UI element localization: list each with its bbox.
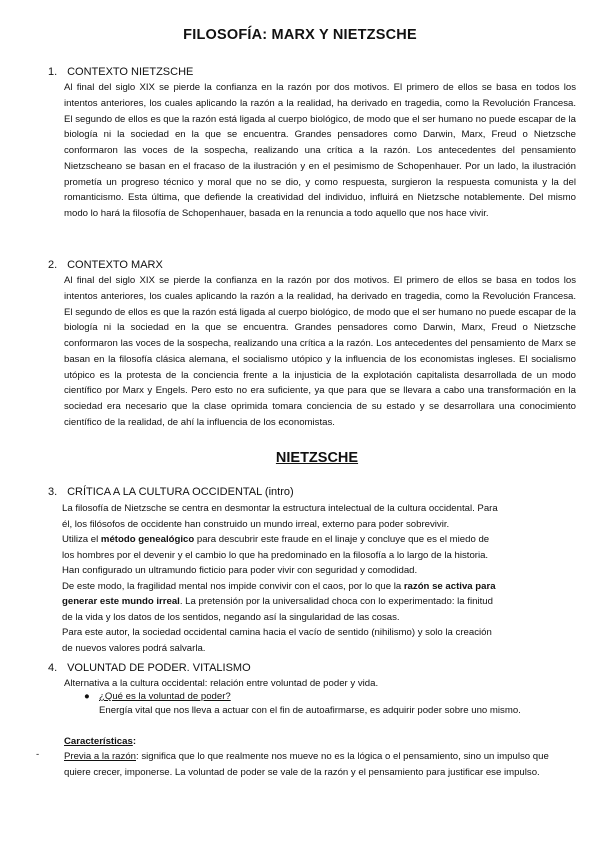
section-heading-contexto-marx: [48, 259, 163, 272]
list-dash: -: [36, 749, 40, 760]
text-line: Han configurado un ultramundo ficticio para poder vivir con seguridad y comodidad.: [62, 565, 418, 576]
bullet-icon: ●: [84, 691, 90, 702]
section-title: VOLUNTAD DE PODER. VITALISMO: [67, 662, 251, 674]
section-heading-critica: [48, 486, 294, 499]
section-number: 1.: [48, 66, 58, 78]
characteristic-label: Previa a la razón: [64, 751, 136, 762]
paragraph-contexto-marx: Al final del siglo XIX se pierde la confianza en la razón por dos motivos. El primero de ellos se basa en todos los intentos anteriores, los cuales aplicando la razón a la realidad, ha derivado en tragedia, como la Revolución Francesa. El segundo de ellos es que la razón está ligada al cuerpo biológico, de modo que el ser humano no puede escapar de la biología ni la sociedad en la que se encuentra. Grandes pensadores como Darwin, Marx, Freud o Nietzsche conformaron las voces de la sospecha, realizando una crítica a la razón. Los antecedentes del pensamiento de Marx se basan en la filosofía clásica alemana, el socialismo utópico y la influencia de los economistas ingleses. El socialismo utópico es la protesta de la conciencia frente a la injusticia de la explotación capitalista desarrollada de un modo científico por Marx y Engels. Pero esto no era suficiente, ya que para que se llevara a cabo una transformación en la sociedad era necesario que la clase oprimida tomara conciencia de su estado y se desarrollara una conocimiento científico de la realidad, de ahí la influencia de los economistas.: [64, 275, 576, 428]
text-line: los hombres por el devenir y el cambio lo que ha predominado en la filosofía a lo largo de la historia.: [62, 549, 489, 561]
text-line: La filosofía de Nietzsche se centra en desmontar la estructura intelectual de la cultura occidental. Para: [62, 503, 498, 514]
text-line: generar este mundo irreal. La pretensión por la universalidad choca con lo experimentado: la finitud: [62, 596, 493, 607]
answer-text: Energía vital que nos lleva a actuar con el fin de autoafirmarse, es adquirir poder sobre uno mismo.: [99, 705, 521, 716]
text-line: él, los filósofos de occidente han construido un mundo irreal, externo para poder sobrevivir.: [62, 518, 450, 530]
characteristic-item: [64, 749, 576, 780]
section-title: CRÍTICA A LA CULTURA OCCIDENTAL (intro): [67, 486, 294, 498]
bullet-item: [84, 690, 231, 704]
section-title: CONTEXTO NIETZSCHE: [67, 66, 194, 78]
question-text: ¿Qué es la voluntad de poder?: [99, 691, 231, 702]
section-number: 4.: [48, 662, 58, 674]
text-line: De este modo, la fragilidad mental nos impide convivir con el caos, por lo que la razón se activa para: [62, 580, 496, 592]
paragraph-contexto-nietzsche: Al final del siglo XIX se pierde la confianza en la razón por dos motivos. El primero de ellos se basa en todos los intentos anteriores, los cuales aplicando la razón a la realidad, ha derivado en tragedia, como la Revolución Francesa. El segundo de ellos es que la razón está ligada al cuerpo biológico, de modo que el ser humano no puede escapar de la biología ni la sociedad en la que se encuentra. Grandes pensadores como Darwin, Marx, Freud o Nietzsche conformaron las voces de la sospecha, realizando una crítica a la razón. Los antecedentes del pensamiento Nietzscheano se basan en el fracaso de la ilustración y en el pesimismo de Schopenhauer. Por un lado, la ilustración prometía un progreso técnico y moral que no se dio, y como respuesta, surgieron la respuesta comunista y la del romanticismo. Esta última, que defiende la creatividad del individuo, influirá en Nietzsche notablemente. Del mismo modo lo hará la filosofía de Schopenhauer, basada en la renuncia a todo aquello que nos hace vivir.: [64, 82, 576, 219]
section-heading-voluntad: [48, 662, 251, 675]
text-line: de nuevos valores podrá salvarla.: [62, 642, 206, 654]
text-line: Para este autor, la sociedad occidental camina hacia el vacío de sentido (nihilismo) y solo la creación: [62, 627, 492, 638]
alternative-text: Alternativa a la cultura occidental: relación entre voluntad de poder y vida.: [64, 678, 379, 689]
section-title: CONTEXTO MARX: [67, 259, 163, 271]
paragraph-critica: [62, 501, 576, 656]
section-heading-contexto-nietzsche: [48, 66, 193, 79]
subtitle-nietzsche: NIETZSCHE: [275, 450, 359, 466]
bold-term: generar este mundo irreal: [62, 596, 180, 607]
characteristics-heading: Características:: [64, 736, 137, 747]
characteristic-text: : significa que lo que realmente nos mueve no es la lógica o el pensamiento, sino un impulso que quiere crecer, imponerse. La voluntad de poder se vale de la razón y el pensamiento para justificar ese impulso.: [64, 751, 549, 778]
bold-term: método genealógico: [100, 534, 195, 545]
text-line: de la vida y los datos de los sentidos, negando así la singularidad de las cosas.: [62, 611, 400, 623]
text-line: Utiliza el método genealógico para descubrir este fraude en el linaje y concluye que es el miedo de: [62, 534, 490, 545]
document-title: FILOSOFÍA: MARX Y NIETZSCHE: [183, 27, 417, 43]
bold-term: razón se activa para: [403, 580, 496, 592]
section-number: 3.: [48, 486, 58, 498]
section-number: 2.: [48, 259, 58, 271]
